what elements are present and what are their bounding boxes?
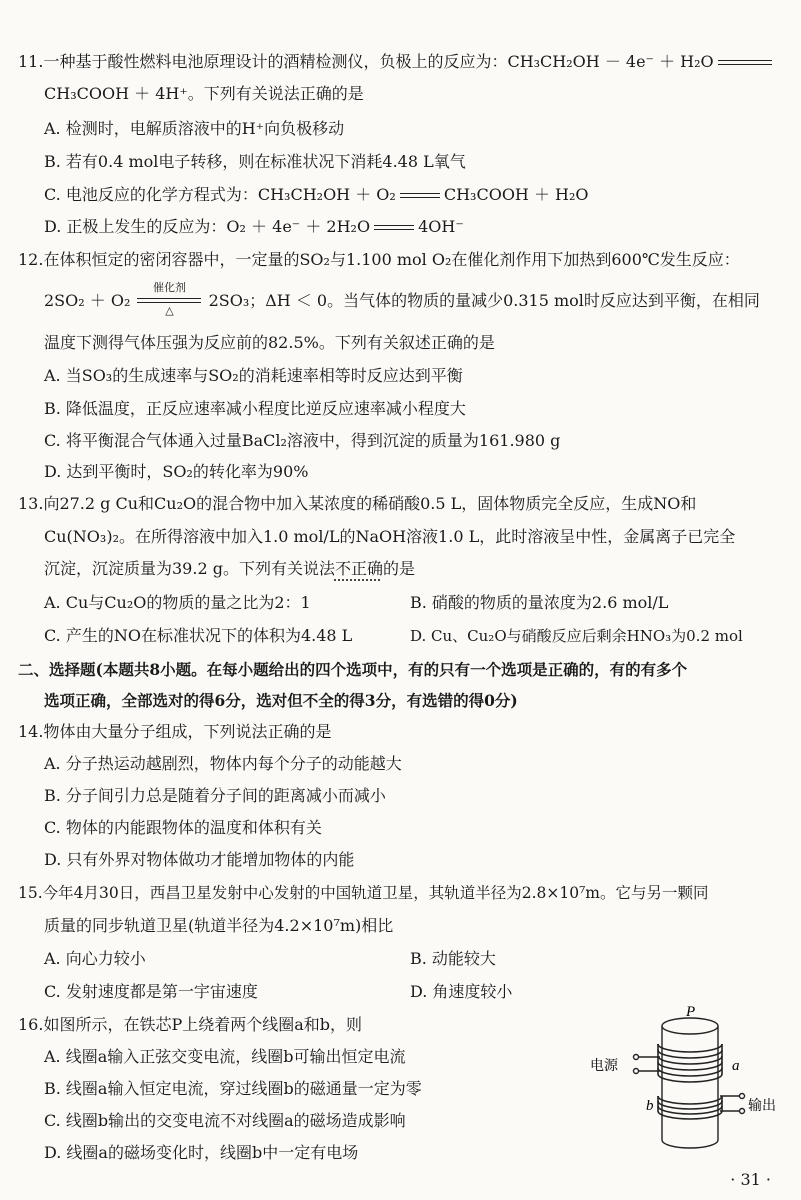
label-coil-b: b xyxy=(646,1098,654,1114)
emphasis-not-correct: 不正确 xyxy=(334,559,383,578)
q16-option-d: D. 线圈a的磁场变化时，线圈b中一定有电场 xyxy=(44,1143,359,1162)
q14-option-c: C. 物体的内能跟物体的温度和体积有关 xyxy=(44,818,322,837)
q12-option-c: C. 将平衡混合气体通入过量BaCl₂溶液中，得到沉淀的质量为161.980 g xyxy=(44,431,561,450)
q13-stem-line1: 13.向27.2 g Cu和Cu₂O的混合物中加入某浓度的稀硝酸0.5 L，固体物质完全反应，生成NO和 xyxy=(18,494,697,513)
catalyst-arrow: 催化剂 △ xyxy=(137,292,201,312)
q11-option-c: C. 电池反应的化学方程式为：CH₃CH₂OH ＋ O₂ CH₃COOH ＋ H₂O xyxy=(44,185,589,204)
q12-stem-line2: 2SO₂ ＋ O₂ 催化剂 △ 2SO₃；ΔH ＜ 0。当气体的物质的量减少0.315 mol时反应达到平衡，在相同 xyxy=(44,280,760,317)
q16-option-b: B. 线圈a输入恒定电流，穿过线圈b的磁通量一定为零 xyxy=(44,1079,422,1098)
q13-option-b: B. 硝酸的物质的量浓度为2.6 mol/L xyxy=(410,593,669,612)
q14-option-b: B. 分子间引力总是随着分子间的距离减小而减小 xyxy=(44,786,386,805)
q11-option-d: D. 正极上发生的反应为：O₂ ＋ 4e⁻ ＋ 2H₂O 4OH⁻ xyxy=(44,217,464,236)
q14-option-a: A. 分子热运动越剧烈，物体内每个分子的动能越大 xyxy=(44,754,402,773)
q15-stem-line1: 15.今年4月30日，西昌卫星发射中心发射的中国轨道卫星，其轨道半径为2.8×10⁷m。它与另一颗同 xyxy=(18,884,709,902)
q11-stem-line2: CH₃COOH ＋ 4H⁺。下列有关说法正确的是 xyxy=(44,84,364,103)
section2-instructions-line2: 选项正确，全部选对的得6分，选对但不全的得3分，有选错的得0分) xyxy=(44,691,518,710)
q16-option-a: A. 线圈a输入正弦交变电流，线圈b可输出恒定电流 xyxy=(44,1047,406,1066)
label-coil-a: a xyxy=(732,1058,740,1074)
q12-option-a: A. 当SO₃的生成速率与SO₂的消耗速率相等时反应达到平衡 xyxy=(44,366,463,385)
iron-core-coil-figure xyxy=(580,1000,790,1160)
q13-option-d: D. Cu、Cu₂O与硝酸反应后剩余HNO₃为0.2 mol xyxy=(410,627,743,645)
section2-instructions-line1: 二、选择题(本题共8小题。在每小题给出的四个选项中，有的只有一个选项是正确的，有的有多个 xyxy=(18,660,688,679)
q12-stem-line1: 12.在体积恒定的密闭容器中，一定量的SO₂与1.100 mol O₂在催化剂作用下加热到600℃发生反应： xyxy=(18,250,740,269)
q12-option-b: B. 降低温度，正反应速率减小程度比逆反应速率减小程度大 xyxy=(44,399,466,418)
q15-option-a: A. 向心力较小 xyxy=(44,949,146,968)
label-power-source: 电源 xyxy=(590,1058,618,1074)
q15-stem-line2: 质量的同步轨道卫星(轨道半径为4.2×10⁷m)相比 xyxy=(44,916,394,935)
source-leads xyxy=(634,1055,661,1074)
output-leads xyxy=(720,1094,745,1114)
label-output: 输出 xyxy=(748,1098,776,1114)
q11-stem-line1: 11.一种基于酸性燃料电池原理设计的酒精检测仪，负极上的反应为：CH₃CH₂OH － 4e⁻ ＋ H₂O xyxy=(18,52,776,72)
q16-stem: 16.如图所示，在铁芯P上绕着两个线圈a和b，则 xyxy=(18,1015,362,1034)
q15-option-d: D. 角速度较小 xyxy=(410,982,513,1001)
iron-core xyxy=(662,1018,718,1148)
q14-option-d: D. 只有外界对物体做功才能增加物体的内能 xyxy=(44,850,355,869)
q15-option-c: C. 发射速度都是第一宇宙速度 xyxy=(44,982,258,1001)
q15-option-b: B. 动能较大 xyxy=(410,949,496,968)
label-p: P xyxy=(686,1004,696,1020)
q11-option-b: B. 若有0.4 mol电子转移，则在标准状况下消耗4.48 L氧气 xyxy=(44,152,466,171)
q13-stem-line3: 沉淀，沉淀质量为39.2 g。下列有关说法不正确的是 xyxy=(44,559,415,578)
q11-option-a: A. 检测时，电解质溶液中的H⁺向负极移动 xyxy=(44,119,345,138)
q13-option-c: C. 产生的NO在标准状况下的体积为4.48 L xyxy=(44,626,353,645)
q12-stem-line3: 温度下测得气体压强为反应前的82.5%。下列有关叙述正确的是 xyxy=(44,333,495,352)
page-number: · 31 · xyxy=(730,1170,771,1189)
q13-option-a: A. Cu与Cu₂O的物质的量之比为2：1 xyxy=(44,593,311,612)
q16-option-c: C. 线圈b输出的交变电流不对线圈a的磁场造成影响 xyxy=(44,1111,406,1130)
q12-option-d: D. 达到平衡时，SO₂的转化率为90% xyxy=(44,462,309,481)
q14-stem: 14.物体由大量分子组成，下列说法正确的是 xyxy=(18,722,332,741)
q13-stem-line2: Cu(NO₃)₂。在所得溶液中加入1.0 mol/L的NaOH溶液1.0 L，此时溶液呈中性，金属离子已完全 xyxy=(44,527,736,546)
